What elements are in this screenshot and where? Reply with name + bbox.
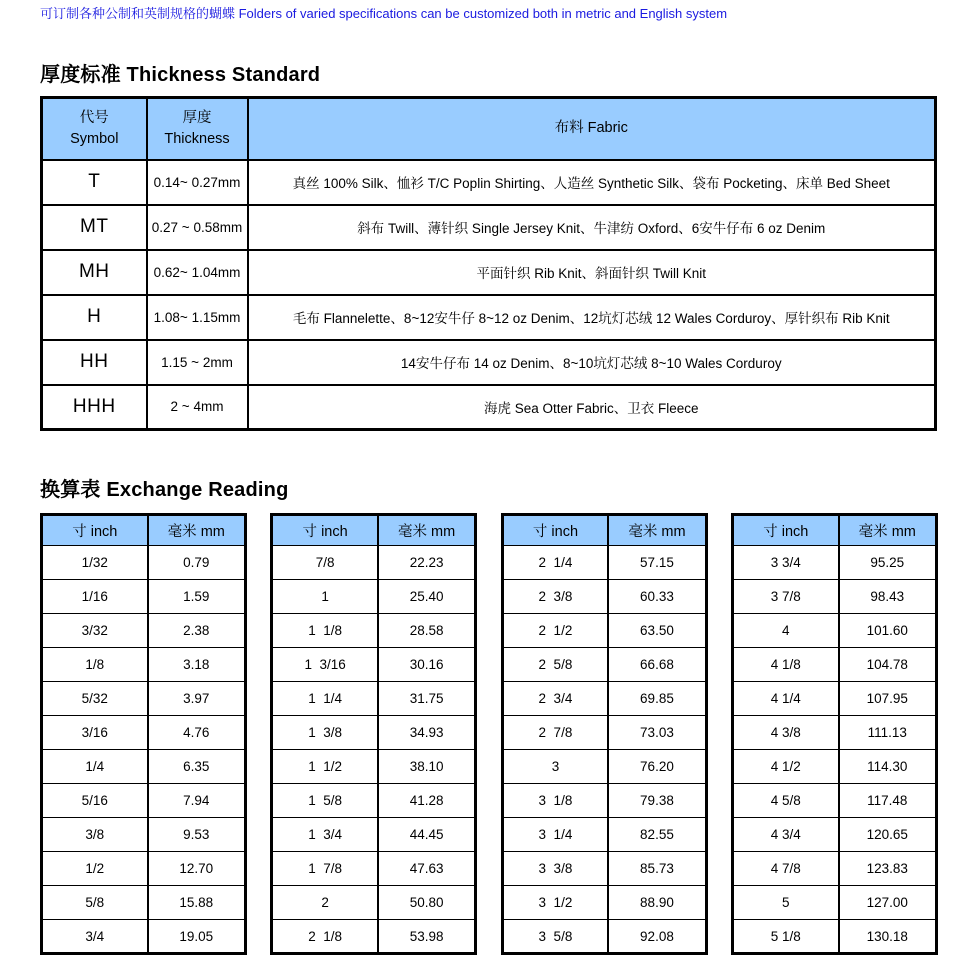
table-row <box>42 648 246 682</box>
mm-cell: 63.50 <box>608 614 706 648</box>
mm-cell: 98.43 <box>839 580 937 614</box>
exchange-header-row <box>42 515 246 546</box>
top-note: 可订制各种公制和英制规格的蝴蝶 Folders of varied specifications can be customized both in metric and English system <box>40 6 728 21</box>
inch-cell: 1/8 <box>42 648 148 682</box>
col-thickness-header <box>147 98 248 160</box>
mm-header: 毫米 mm <box>378 515 476 546</box>
thickness-cell: 1.15 ~ 2mm <box>147 340 248 385</box>
mm-cell: 92.08 <box>608 920 706 954</box>
section-title-exchange: 换算表 Exchange Reading <box>40 479 289 501</box>
exchange-table-3 <box>501 513 708 955</box>
symbol-cell: HH <box>42 340 147 385</box>
exchange-table-4 <box>731 513 938 955</box>
table-row <box>732 818 936 852</box>
col-symbol-header-zh: 代号 <box>79 109 109 126</box>
inch-cell: 4 7/8 <box>732 852 838 886</box>
mm-cell: 69.85 <box>608 682 706 716</box>
col-thickness-header-en: Thickness <box>164 130 230 147</box>
mm-cell: 107.95 <box>839 682 937 716</box>
table-row <box>42 340 936 385</box>
table-row <box>502 784 706 818</box>
fabric-cell: 真丝 100% Silk、恤衫 T/C Poplin Shirting、人造丝 Synthetic Silk、袋布 Pocketing、床单 Bed Sheet <box>248 160 936 205</box>
inch-cell: 3 7/8 <box>732 580 838 614</box>
symbol-cell: T <box>42 160 147 205</box>
mm-cell: 30.16 <box>378 648 476 682</box>
inch-cell: 4 1/8 <box>732 648 838 682</box>
table-row <box>272 716 476 750</box>
mm-cell: 19.05 <box>148 920 246 954</box>
inch-cell: 7/8 <box>272 546 378 580</box>
symbol-cell: MH <box>42 250 147 295</box>
inch-cell: 1 5/8 <box>272 784 378 818</box>
table-row <box>272 784 476 818</box>
mm-cell: 7.94 <box>148 784 246 818</box>
table-row <box>732 546 936 580</box>
mm-cell: 6.35 <box>148 750 246 784</box>
inch-cell: 5/32 <box>42 682 148 716</box>
mm-cell: 76.20 <box>608 750 706 784</box>
table-row <box>42 160 936 205</box>
inch-cell: 1 3/8 <box>272 716 378 750</box>
symbol-cell: MT <box>42 205 147 250</box>
inch-cell: 1/4 <box>42 750 148 784</box>
inch-cell: 3/4 <box>42 920 148 954</box>
mm-cell: 1.59 <box>148 580 246 614</box>
table-row <box>502 886 706 920</box>
table-row <box>502 818 706 852</box>
mm-cell: 15.88 <box>148 886 246 920</box>
fabric-cell: 平面针织 Rib Knit、斜面针织 Twill Knit <box>248 250 936 295</box>
table-row <box>732 784 936 818</box>
inch-cell: 2 7/8 <box>502 716 608 750</box>
table-row <box>502 716 706 750</box>
inch-cell: 5 <box>732 886 838 920</box>
mm-cell: 44.45 <box>378 818 476 852</box>
inch-cell: 2 <box>272 886 378 920</box>
mm-cell: 104.78 <box>839 648 937 682</box>
table-row <box>272 886 476 920</box>
inch-cell: 5/16 <box>42 784 148 818</box>
col-thickness-header-zh: 厚度 <box>182 109 212 126</box>
inch-cell: 1 <box>272 580 378 614</box>
mm-cell: 4.76 <box>148 716 246 750</box>
mm-header: 毫米 mm <box>839 515 937 546</box>
inch-cell: 2 1/8 <box>272 920 378 954</box>
table-row <box>42 750 246 784</box>
exchange-header-row <box>272 515 476 546</box>
mm-cell: 47.63 <box>378 852 476 886</box>
mm-cell: 31.75 <box>378 682 476 716</box>
mm-cell: 50.80 <box>378 886 476 920</box>
inch-cell: 4 <box>732 614 838 648</box>
table-row <box>502 546 706 580</box>
mm-cell: 2.38 <box>148 614 246 648</box>
inch-header: 寸 inch <box>272 515 378 546</box>
table-row <box>732 614 936 648</box>
inch-cell: 3 5/8 <box>502 920 608 954</box>
table-row <box>502 580 706 614</box>
table-row <box>42 920 246 954</box>
mm-cell: 57.15 <box>608 546 706 580</box>
mm-cell: 22.23 <box>378 546 476 580</box>
table-row <box>42 852 246 886</box>
thickness-table-body <box>42 160 936 430</box>
table-row <box>732 580 936 614</box>
col-symbol-header-en: Symbol <box>70 130 119 147</box>
exchange-table-3-body <box>502 546 706 954</box>
table-row <box>732 920 936 954</box>
table-row <box>502 750 706 784</box>
inch-cell: 2 1/2 <box>502 614 608 648</box>
table-row <box>42 818 246 852</box>
inch-cell: 1/32 <box>42 546 148 580</box>
thickness-cell: 0.14~ 0.27mm <box>147 160 248 205</box>
mm-cell: 117.48 <box>839 784 937 818</box>
exchange-table-1 <box>40 513 247 955</box>
inch-cell: 2 3/4 <box>502 682 608 716</box>
inch-header: 寸 inch <box>502 515 608 546</box>
inch-cell: 3/16 <box>42 716 148 750</box>
mm-cell: 111.13 <box>839 716 937 750</box>
section-title-thickness: 厚度标准 Thickness Standard <box>40 64 321 86</box>
exchange-table-4-body <box>732 546 936 954</box>
table-row <box>42 716 246 750</box>
symbol-cell: H <box>42 295 147 340</box>
inch-cell: 1/2 <box>42 852 148 886</box>
mm-cell: 60.33 <box>608 580 706 614</box>
exchange-table-2-body <box>272 546 476 954</box>
table-row <box>272 546 476 580</box>
inch-cell: 2 3/8 <box>502 580 608 614</box>
table-row <box>42 205 936 250</box>
mm-cell: 3.97 <box>148 682 246 716</box>
mm-cell: 0.79 <box>148 546 246 580</box>
fabric-cell: 毛布 Flannelette、8~12安牛仔 8~12 oz Denim、12坑灯芯绒 12 Wales Corduroy、厚针织布 Rib Knit <box>248 295 936 340</box>
table-row <box>42 682 246 716</box>
inch-cell: 3/8 <box>42 818 148 852</box>
table-row <box>42 250 936 295</box>
table-row <box>272 920 476 954</box>
mm-cell: 28.58 <box>378 614 476 648</box>
table-row <box>42 295 936 340</box>
table-row <box>272 750 476 784</box>
table-row <box>732 648 936 682</box>
mm-cell: 53.98 <box>378 920 476 954</box>
mm-cell: 114.30 <box>839 750 937 784</box>
table-row <box>502 920 706 954</box>
mm-cell: 38.10 <box>378 750 476 784</box>
mm-header: 毫米 mm <box>608 515 706 546</box>
inch-cell: 5/8 <box>42 886 148 920</box>
table-row <box>732 750 936 784</box>
mm-cell: 66.68 <box>608 648 706 682</box>
fabric-cell: 斜布 Twill、薄针织 Single Jersey Knit、牛津纺 Oxford、6安牛仔布 6 oz Denim <box>248 205 936 250</box>
inch-cell: 4 1/2 <box>732 750 838 784</box>
table-row <box>42 580 246 614</box>
thickness-table-header <box>42 98 936 160</box>
inch-cell: 1 3/4 <box>272 818 378 852</box>
table-row <box>272 648 476 682</box>
inch-cell: 3 1/8 <box>502 784 608 818</box>
mm-cell: 101.60 <box>839 614 937 648</box>
table-row <box>732 852 936 886</box>
table-row <box>272 682 476 716</box>
table-row <box>272 580 476 614</box>
mm-cell: 95.25 <box>839 546 937 580</box>
mm-cell: 130.18 <box>839 920 937 954</box>
inch-cell: 1 1/8 <box>272 614 378 648</box>
thickness-cell: 2 ~ 4mm <box>147 385 248 430</box>
inch-cell: 3 3/8 <box>502 852 608 886</box>
inch-cell: 1/16 <box>42 580 148 614</box>
mm-cell: 25.40 <box>378 580 476 614</box>
table-row <box>502 648 706 682</box>
mm-cell: 41.28 <box>378 784 476 818</box>
mm-cell: 9.53 <box>148 818 246 852</box>
thickness-cell: 0.62~ 1.04mm <box>147 250 248 295</box>
table-row <box>272 614 476 648</box>
exchange-table-1-body <box>42 546 246 954</box>
inch-header: 寸 inch <box>42 515 148 546</box>
fabric-cell: 海虎 Sea Otter Fabric、卫衣 Fleece <box>248 385 936 430</box>
table-row <box>272 852 476 886</box>
mm-cell: 85.73 <box>608 852 706 886</box>
inch-cell: 4 5/8 <box>732 784 838 818</box>
table-row <box>732 716 936 750</box>
inch-cell: 3 1/2 <box>502 886 608 920</box>
col-fabric-header: 布料 Fabric <box>248 98 936 160</box>
mm-header: 毫米 mm <box>148 515 246 546</box>
mm-cell: 3.18 <box>148 648 246 682</box>
table-row <box>42 886 246 920</box>
inch-cell: 5 1/8 <box>732 920 838 954</box>
inch-cell: 1 7/8 <box>272 852 378 886</box>
thickness-header-row <box>42 98 936 160</box>
thickness-table <box>40 96 937 431</box>
mm-cell: 12.70 <box>148 852 246 886</box>
exchange-header-row <box>502 515 706 546</box>
inch-cell: 4 3/8 <box>732 716 838 750</box>
table-row <box>732 886 936 920</box>
inch-cell: 2 5/8 <box>502 648 608 682</box>
inch-cell: 4 1/4 <box>732 682 838 716</box>
mm-cell: 79.38 <box>608 784 706 818</box>
mm-cell: 82.55 <box>608 818 706 852</box>
fabric-cell: 14安牛仔布 14 oz Denim、8~10坑灯芯绒 8~10 Wales Corduroy <box>248 340 936 385</box>
symbol-cell: HHH <box>42 385 147 430</box>
mm-cell: 34.93 <box>378 716 476 750</box>
exchange-tables-row <box>40 513 938 955</box>
mm-cell: 120.65 <box>839 818 937 852</box>
inch-cell: 1 3/16 <box>272 648 378 682</box>
mm-cell: 123.83 <box>839 852 937 886</box>
inch-header: 寸 inch <box>732 515 838 546</box>
col-symbol-header <box>42 98 147 160</box>
table-row <box>502 852 706 886</box>
table-row <box>42 784 246 818</box>
inch-cell: 1 1/2 <box>272 750 378 784</box>
exchange-table-2 <box>270 513 477 955</box>
table-row <box>42 385 936 430</box>
inch-cell: 3/32 <box>42 614 148 648</box>
thickness-cell: 1.08~ 1.15mm <box>147 295 248 340</box>
mm-cell: 73.03 <box>608 716 706 750</box>
inch-cell: 2 1/4 <box>502 546 608 580</box>
inch-cell: 4 3/4 <box>732 818 838 852</box>
table-row <box>732 682 936 716</box>
inch-cell: 3 1/4 <box>502 818 608 852</box>
inch-cell: 1 1/4 <box>272 682 378 716</box>
inch-cell: 3 <box>502 750 608 784</box>
table-row <box>42 614 246 648</box>
table-row <box>42 546 246 580</box>
mm-cell: 88.90 <box>608 886 706 920</box>
thickness-cell: 0.27 ~ 0.58mm <box>147 205 248 250</box>
table-row <box>502 682 706 716</box>
exchange-header-row <box>732 515 936 546</box>
mm-cell: 127.00 <box>839 886 937 920</box>
inch-cell: 3 3/4 <box>732 546 838 580</box>
table-row <box>502 614 706 648</box>
table-row <box>272 818 476 852</box>
